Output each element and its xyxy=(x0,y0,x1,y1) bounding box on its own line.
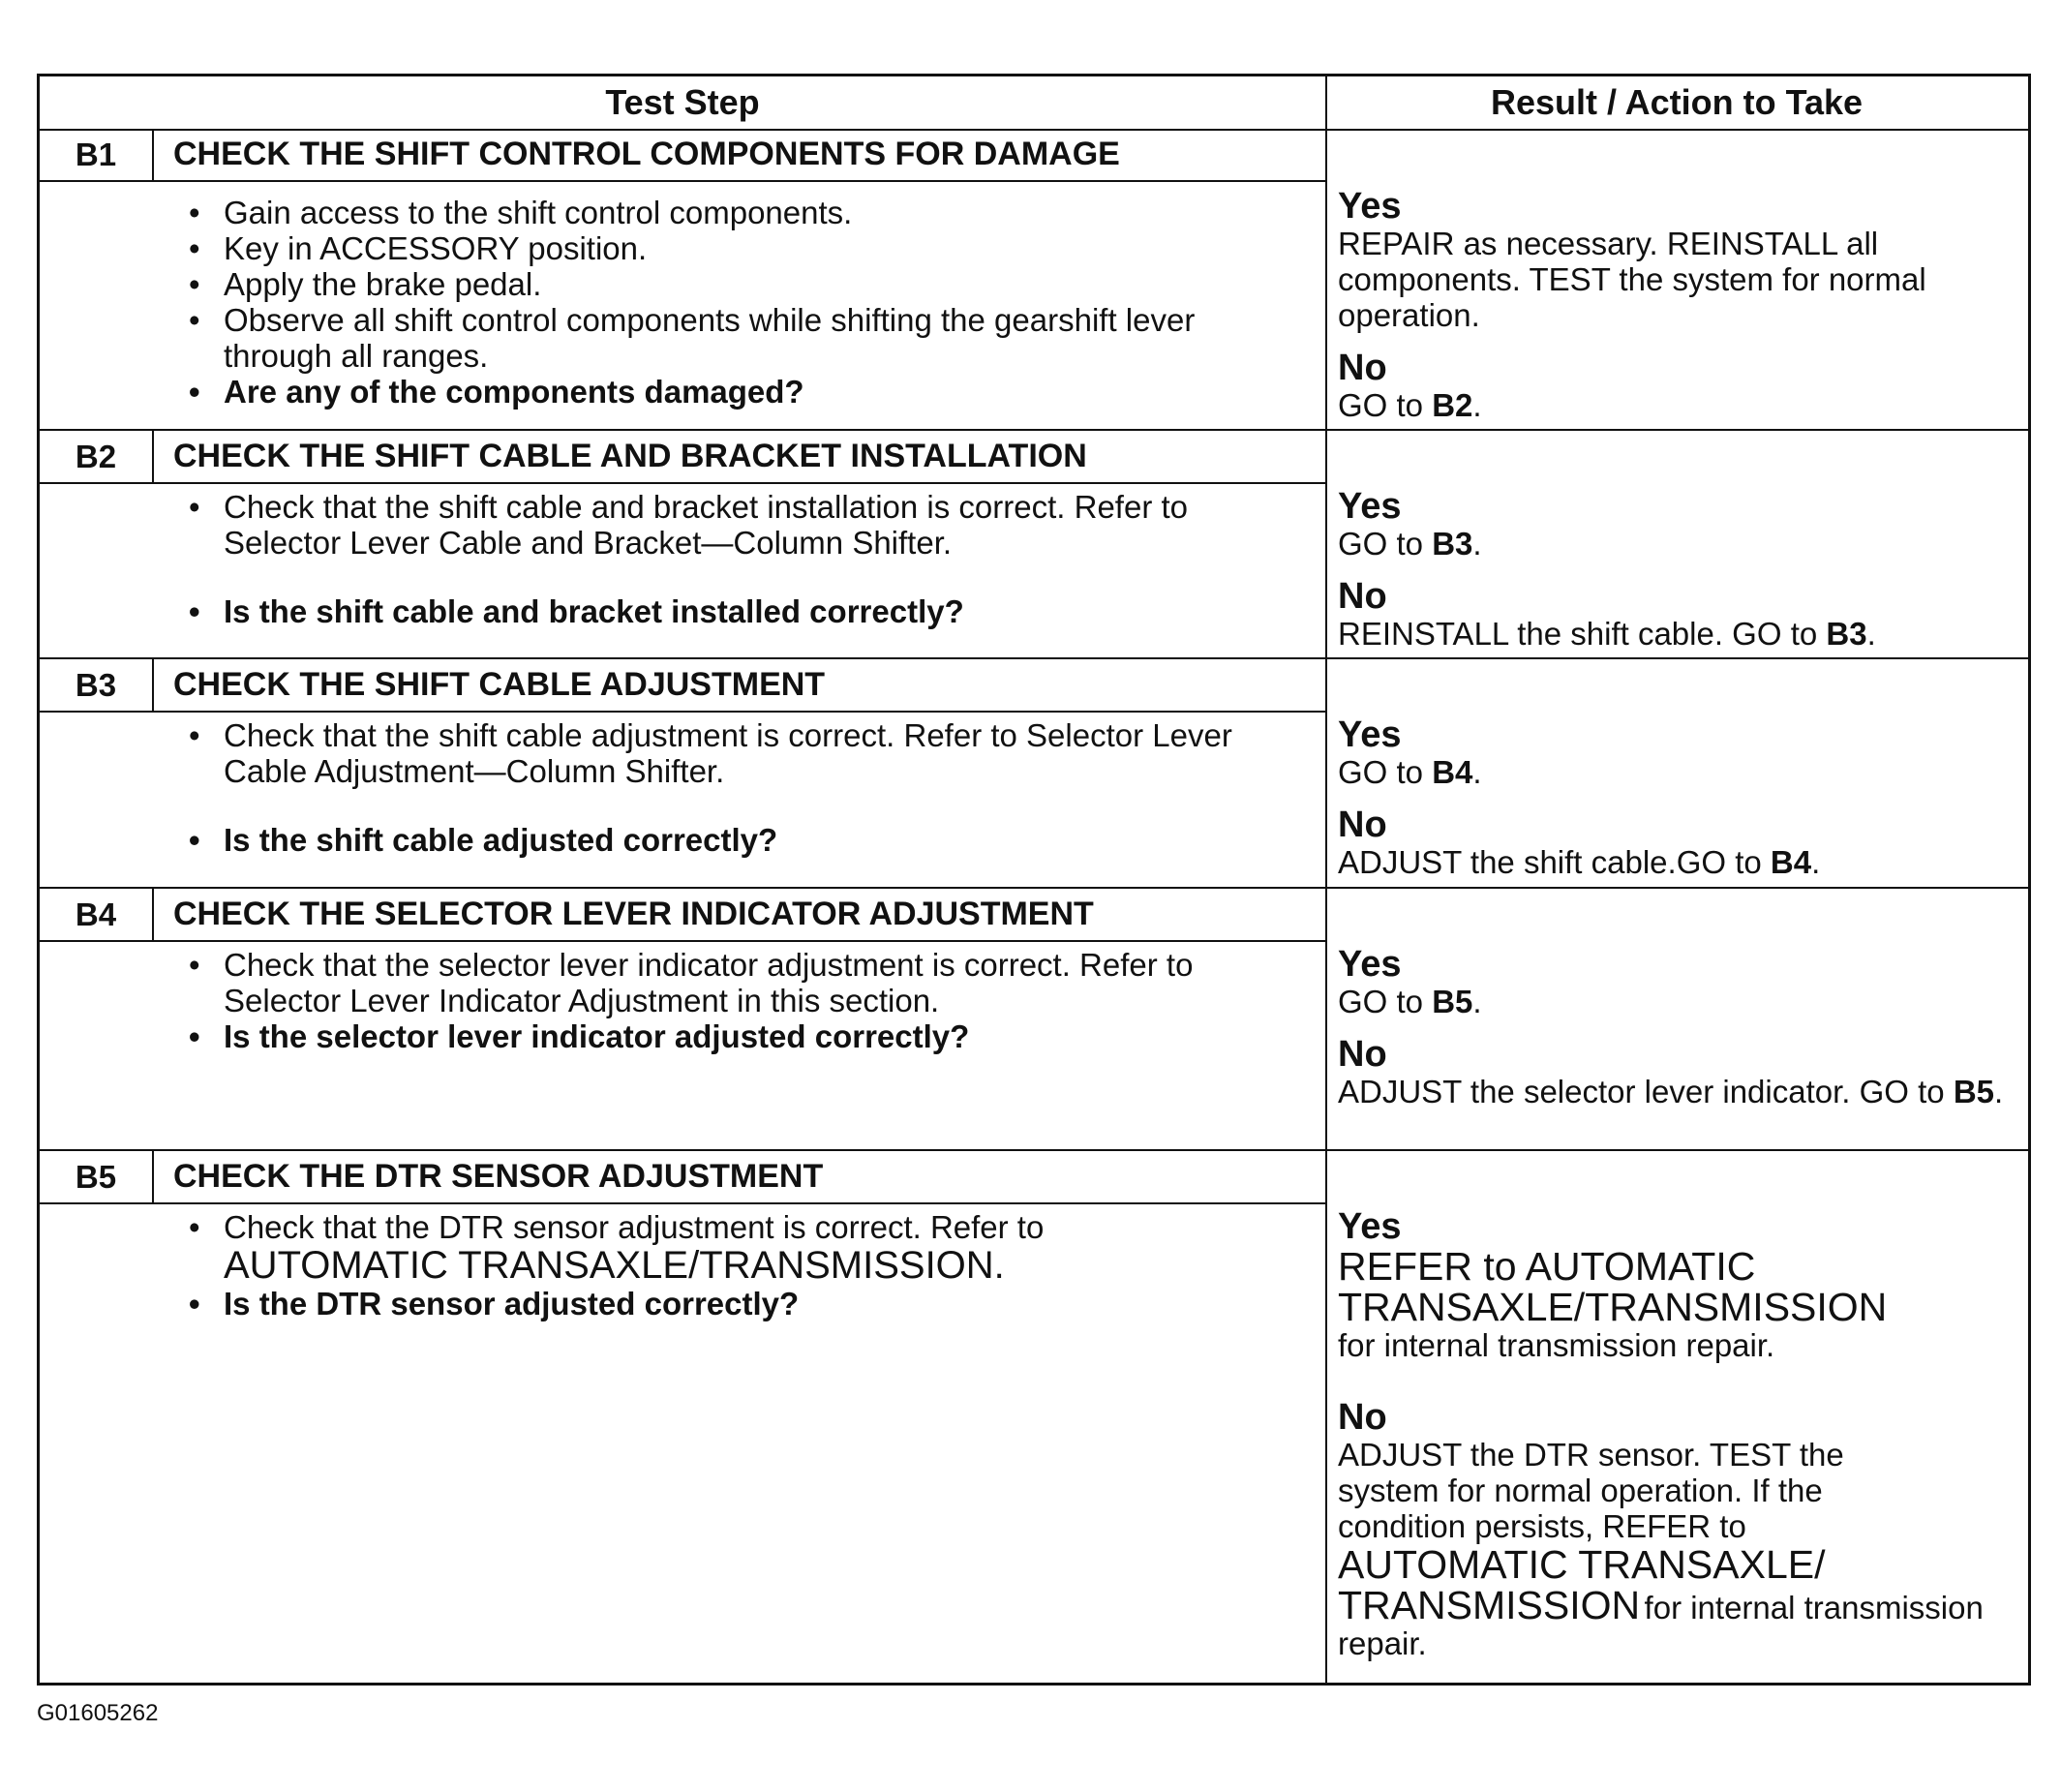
bullet-question: • Is the selector lever indicator adjusted correctly? xyxy=(189,1018,970,1054)
bullet-question: • Is the shift cable and bracket installed correctly? xyxy=(189,593,964,629)
step-title: CHECK THE SELECTOR LEVER INDICATOR ADJUSTMENT xyxy=(173,896,1094,932)
yes-text: REPAIR as necessary. REINSTALL all components. TEST the system for normal operation. xyxy=(1338,226,1926,333)
step-id: B3 xyxy=(40,659,154,711)
bullet-item: • Key in ACCESSORY position. xyxy=(189,230,648,266)
yes-label: Yes xyxy=(1338,186,1402,227)
bullet-question: • Is the DTR sensor adjusted correctly? xyxy=(189,1286,800,1321)
step-result xyxy=(1338,943,2020,1109)
step-title: CHECK THE SHIFT CABLE ADJUSTMENT xyxy=(173,666,826,703)
yes-text: GO to B5. xyxy=(1338,984,1482,1019)
bullet-item: • Check that the DTR sensor adjustment is correct. Refer to xyxy=(189,1209,1045,1245)
header-test-step: Test Step xyxy=(40,76,1327,131)
step-title-row xyxy=(40,1151,1327,1204)
step-b1 xyxy=(40,129,2028,431)
step-b3 xyxy=(40,659,2028,889)
step-bullets xyxy=(173,1209,1306,1321)
no-label: No xyxy=(1338,1397,1387,1438)
yes-text: GO to B3. xyxy=(1338,526,1482,562)
step-title-row xyxy=(40,659,1327,713)
step-result xyxy=(1338,185,2020,423)
yes-label: Yes xyxy=(1338,944,1402,985)
no-label: No xyxy=(1338,576,1387,617)
yes-text-b: TRANSAXLE/TRANSMISSION xyxy=(1338,1285,1888,1329)
bullet-item: • Check that the shift cable adjustment is correct. Refer to Selector Lever Cable Adjustment—Column Shifter. xyxy=(189,717,1232,789)
step-title-row xyxy=(40,431,1327,484)
step-title-row xyxy=(40,129,1327,182)
step-title: CHECK THE SHIFT CABLE AND BRACKET INSTALLATION xyxy=(173,438,1087,474)
bullet-item: • Check that the selector lever indicator adjustment is correct. Refer to Selector Lever Indicator Adjustment in this section. xyxy=(189,947,1194,1018)
no-label: No xyxy=(1338,1034,1387,1075)
diagnostic-table xyxy=(37,74,2031,1686)
yes-text-a: REFER to AUTOMATIC xyxy=(1338,1244,1756,1289)
bullet-question: • Are any of the components damaged? xyxy=(189,374,804,410)
header-result-action: Result / Action to Take xyxy=(1325,76,2028,131)
step-title: CHECK THE DTR SENSOR ADJUSTMENT xyxy=(173,1158,824,1195)
no-label: No xyxy=(1338,348,1387,388)
bullet-question: • Is the shift cable adjusted correctly? xyxy=(189,822,778,858)
yes-label: Yes xyxy=(1338,486,1402,527)
bullet-item: • Apply the brake pedal. xyxy=(189,266,542,302)
no-text: ADJUST the selector lever indicator. GO to B5. xyxy=(1338,1074,2004,1109)
figure-id: G01605262 xyxy=(37,1700,159,1726)
bullet-item: • Gain access to the shift control components. xyxy=(189,195,853,230)
step-id: B2 xyxy=(40,431,154,482)
no-text-b: AUTOMATIC TRANSAXLE/ xyxy=(1338,1542,1826,1587)
bullet-item: • Check that the shift cable and bracket installation is correct. Refer to Selector Lever Cable and Bracket—Column Shifter. xyxy=(189,489,1188,561)
step-bullets xyxy=(173,489,1306,629)
no-text-a: ADJUST the DTR sensor. TEST the system for normal operation. If the condition persists, REFER to xyxy=(1338,1437,1844,1544)
step-bullets xyxy=(173,195,1306,410)
no-text-c: TRANSMISSION xyxy=(1338,1583,1641,1627)
yes-label: Yes xyxy=(1338,1206,1402,1247)
step-title-row xyxy=(40,889,1327,942)
step-id: B4 xyxy=(40,889,154,940)
step-b4 xyxy=(40,889,2028,1151)
step-b2 xyxy=(40,431,2028,659)
no-text-d: for internal transmission repair. xyxy=(1338,1590,1984,1661)
yes-text-c: for internal transmission repair. xyxy=(1338,1327,1775,1363)
step-title: CHECK THE SHIFT CONTROL COMPONENTS FOR DAMAGE xyxy=(173,136,1120,172)
no-text-line xyxy=(1338,1585,2020,1661)
step-id: B1 xyxy=(40,129,154,180)
bullet-item: • Observe all shift control components while shifting the gearshift lever through all ranges. xyxy=(189,302,1196,374)
step-result xyxy=(1338,1205,2020,1661)
no-text: GO to B2. xyxy=(1338,387,1482,423)
step-bullets xyxy=(173,947,1306,1054)
step-id: B5 xyxy=(40,1151,154,1202)
no-text: ADJUST the shift cable.GO to B4. xyxy=(1338,844,1821,880)
step-result xyxy=(1338,714,2020,880)
no-label: No xyxy=(1338,805,1387,845)
yes-label: Yes xyxy=(1338,714,1402,755)
step-result xyxy=(1338,485,2020,652)
step-bullets xyxy=(173,717,1306,858)
no-text: REINSTALL the shift cable. GO to B3. xyxy=(1338,616,1876,652)
bullet-continuation: AUTOMATIC TRANSAXLE/TRANSMISSION. xyxy=(224,1244,1005,1287)
yes-text: GO to B4. xyxy=(1338,754,1482,790)
step-b5 xyxy=(40,1151,2028,1686)
